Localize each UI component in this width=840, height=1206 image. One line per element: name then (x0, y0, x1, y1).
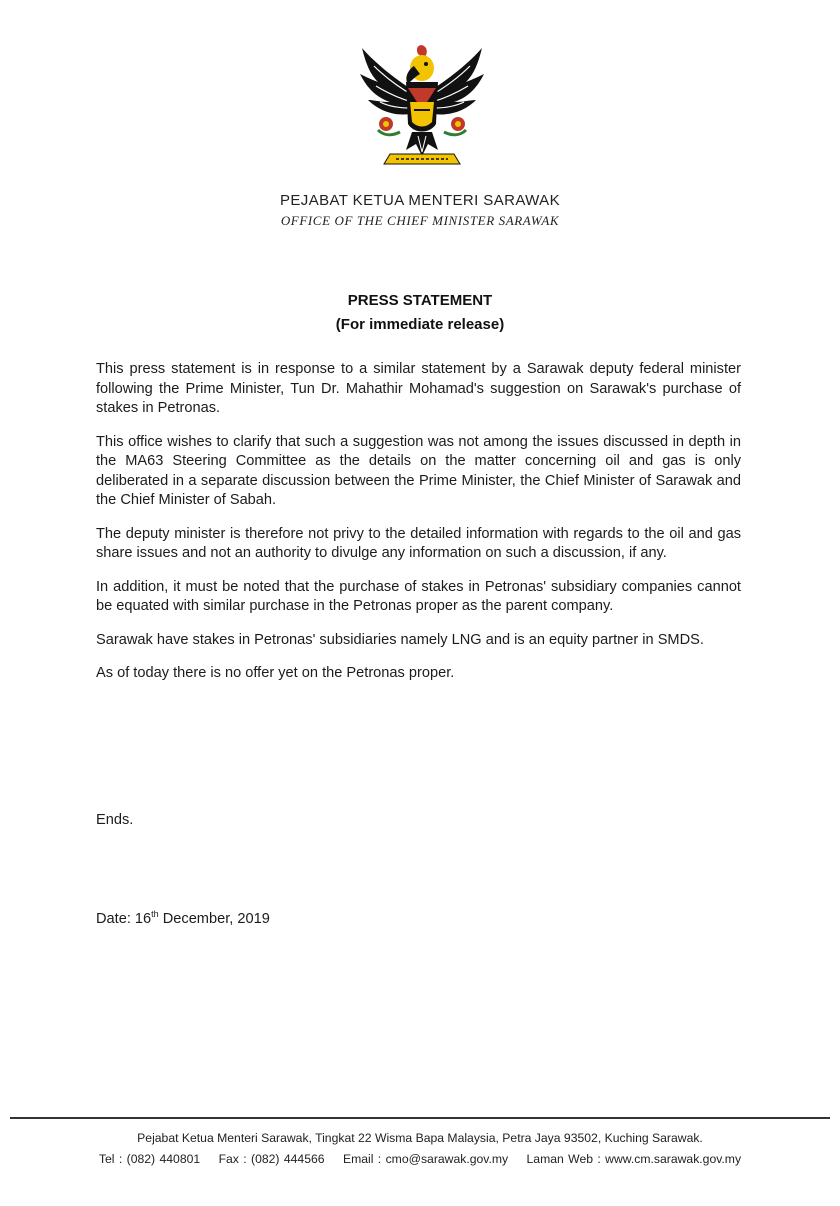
statement-date (96, 909, 270, 927)
paragraph-6: As of today there is no offer yet on the Petronas proper. (96, 665, 455, 681)
date-label: Date: 16 (96, 911, 152, 927)
date-suffix: th (151, 909, 159, 919)
footer-contacts (0, 1152, 840, 1166)
office-name-malay: PEJABAT KETUA MENTERI SARAWAK (280, 192, 560, 209)
date-rest: December, 2019 (158, 911, 270, 927)
paragraph-1: This press statement is in response to a similar statement by a Sarawak deputy federal minister following the Prime Minister, Tun Dr. Mahathir Mohamad's suggestion on Sarawak's purchase of stakes in Petronas. (96, 361, 741, 416)
footer-telephone: Tel : (082) 440801 (98, 1152, 201, 1166)
footer-address: Pejabat Ketua Menteri Sarawak, Tingkat 22 Wisma Bapa Malaysia, Petra Jaya 93502, Kuching Sarawak. (137, 1131, 703, 1145)
document-title: PRESS STATEMENT (347, 292, 493, 309)
footer-website: Laman Web : www.cm.sarawak.gov.my (526, 1152, 742, 1166)
footer-divider (10, 1117, 830, 1119)
document-subtitle: (For immediate release) (335, 316, 505, 333)
paragraph-5: Sarawak have stakes in Petronas' subsidiaries namely LNG and is an equity partner in SMDS. (96, 631, 704, 648)
paragraph-3: The deputy minister is therefore not privy to the detailed information with regards to the oil and gas share issues and not an authority to divulge any information on such a discussion, if any. (96, 525, 741, 561)
statement-body (96, 360, 741, 698)
office-name-english: OFFICE OF THE CHIEF MINISTER SARAWAK (280, 213, 560, 228)
closing-text: Ends. (96, 812, 134, 828)
sarawak-crest-icon (356, 40, 488, 174)
footer-email: Email : cmo@sarawak.gov.my (342, 1152, 509, 1166)
paragraph-2: This office wishes to clarify that such a suggestion was not among the issues discussed in depth in the MA63 Steering Committee as the details on the matter concerning oil and gas is only deliberated in a separate discussion between the Prime Minister, the Chief Minister of Sarawak and the Chief Minister of Sabah. (96, 433, 741, 508)
paragraph-4: In addition, it must be noted that the purchase of stakes in Petronas' subsidiary companies cannot be equated with similar purchase in the Petronas proper as the parent company. (96, 578, 741, 614)
footer-fax: Fax : (082) 444566 (218, 1152, 325, 1166)
